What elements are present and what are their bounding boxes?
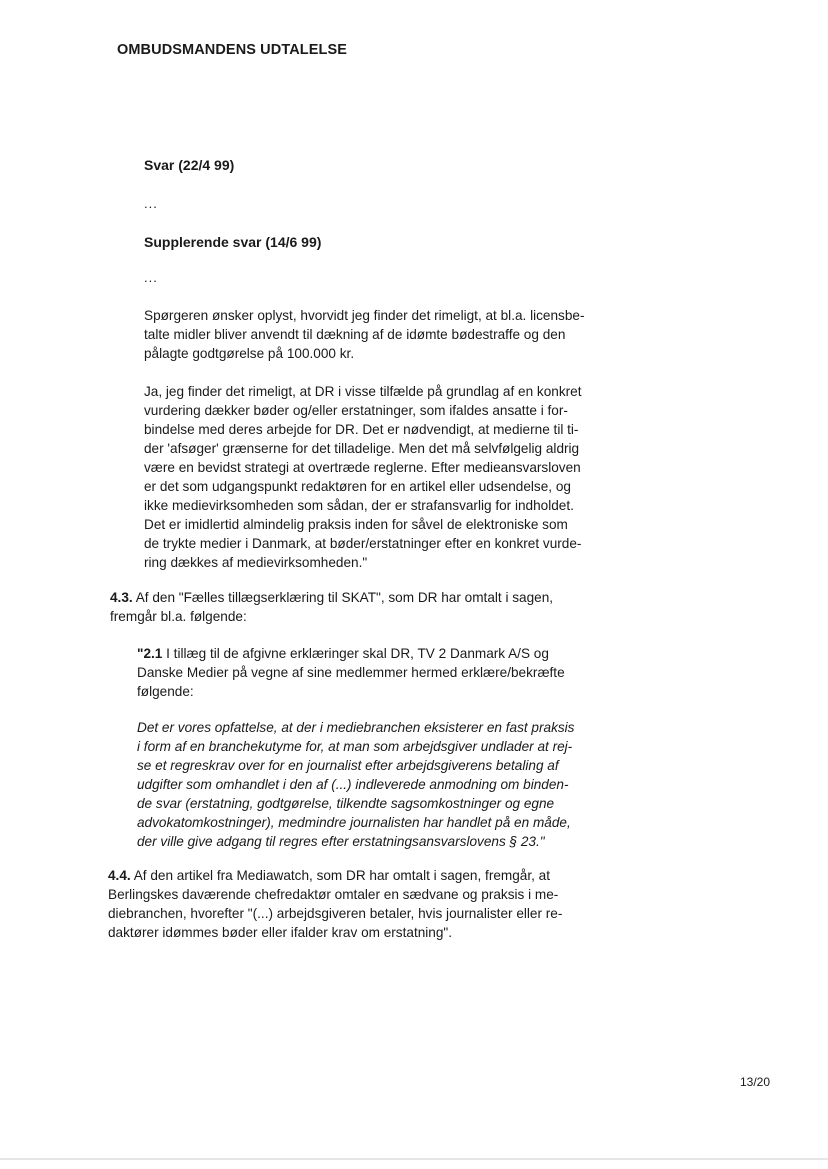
section-4-3: [110, 588, 553, 626]
text-line: fremgår bl.a. følgende:: [110, 609, 247, 624]
text-line: er det som udgangspunkt redaktøren for en artikel eller udsendelse, og: [144, 479, 571, 494]
page-bottom-edge: [0, 1158, 828, 1160]
text-line: Danske Medier på vegne af sine medlemmer hermed erklære/bekræfte: [137, 665, 565, 680]
text-line: Ja, jeg finder det rimeligt, at DR i visse tilfælde på grundlag af en konkret: [144, 384, 582, 399]
supplerende-svar-ellipsis: ...: [144, 270, 158, 285]
text-line: talte midler bliver anvendt til dækning af de idømte bødestraffe og den: [144, 327, 566, 342]
text-line: pålagte godtgørelse på 100.000 kr.: [144, 346, 355, 361]
text-line: følgende:: [137, 684, 194, 699]
italic-quote: [137, 718, 574, 851]
text-line: Det er vores opfattelse, at der i mediebranchen eksisterer en fast praksis: [137, 720, 575, 735]
text-line: advokatomkostninger), medmindre journalisten har handlet på en måde,: [137, 815, 571, 830]
text-line: Af den "Fælles tillægserklæring til SKAT", som DR har omtalt i sagen,: [135, 590, 554, 605]
text-line: de trykte medier i Danmark, at bøder/erstatninger efter en konkret vurde-: [144, 536, 582, 551]
text-line: daktører idømmes bøder eller ifalder krav om erstatning".: [108, 925, 453, 940]
text-line: Af den artikel fra Mediawatch, som DR har omtalt i sagen, fremgår, at: [133, 868, 551, 883]
svar-heading: Svar (22/4 99): [144, 157, 235, 173]
paragraph-answer: [144, 382, 581, 572]
text-line: være en bevidst strategi at overtræde reglerne. Efter medieansvarsloven: [144, 460, 581, 475]
section-number: 4.4.: [108, 868, 131, 883]
paragraph-question: [144, 306, 584, 363]
document-header: OMBUDSMANDENS UDTALELSE: [117, 42, 348, 58]
clause-number: "2.1: [137, 646, 163, 661]
text-line: udgifter som omhandlet i den af (...) indleverede anmodning om binden-: [137, 777, 569, 792]
section-4-4: [108, 866, 562, 942]
text-line: Berlingskes daværende chefredaktør omtaler en sædvane og praksis i me-: [108, 887, 559, 902]
text-line: bindelse med deres arbejde for DR. Det er nødvendigt, at medierne til ti-: [144, 422, 579, 437]
text-line: diebranchen, hvorefter "(...) arbejdsgiveren betaler, hvis journalister eller re-: [108, 906, 563, 921]
text-line: se et regreskrav over for en journalist efter arbejdsgiverens betaling af: [137, 758, 559, 773]
svar-ellipsis: ...: [144, 196, 158, 211]
text-line: vurdering dækker bøder og/eller erstatninger, som ifaldes ansatte i for-: [144, 403, 568, 418]
text-line: der 'afsøger' grænserne for det tilladelige. Men det må selvfølgelig aldrig: [144, 441, 580, 456]
text-line: der ville give adgang til regres efter erstatningsansvarslovens § 23.": [137, 834, 545, 849]
section-number: 4.3.: [110, 590, 133, 605]
text-line: I tillæg til de afgivne erklæringer skal DR, TV 2 Danmark A/S og: [166, 646, 549, 661]
text-line: ikke medievirksomheden som sådan, der er strafansvarlig for indholdet.: [144, 498, 574, 513]
text-line: Spørgeren ønsker oplyst, hvorvidt jeg finder det rimeligt, at bl.a. licensbe-: [144, 308, 585, 323]
supplerende-svar-heading: Supplerende svar (14/6 99): [144, 234, 322, 250]
text-line: i form af en branchekutyme for, at man som arbejdsgiver undlader at rej-: [137, 739, 573, 754]
quote-2-1: [137, 644, 565, 701]
page-number: 13/20: [739, 1075, 770, 1089]
text-line: de svar (erstatning, godtgørelse, tilkendte sagsomkostninger og egne: [137, 796, 555, 811]
text-line: ring dækkes af medievirksomheden.": [144, 555, 368, 570]
text-line: Det er imidlertid almindelig praksis inden for såvel de elektroniske som: [144, 517, 568, 532]
